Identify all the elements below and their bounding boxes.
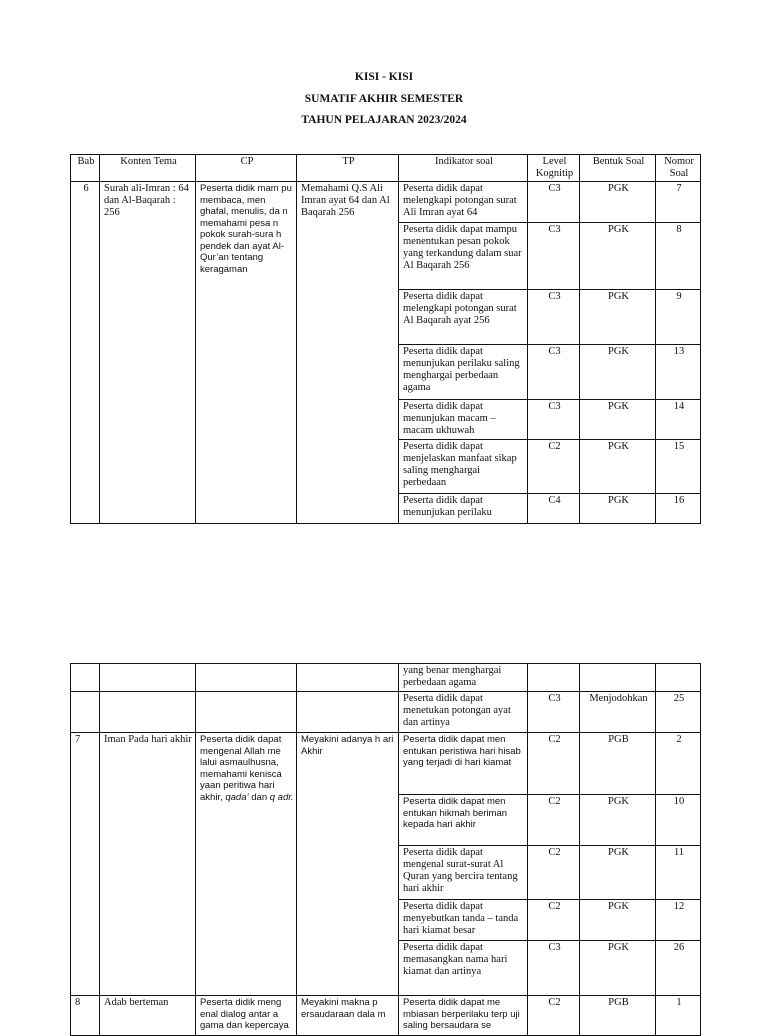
nomor-cell: 25 xyxy=(656,692,701,733)
table-row xyxy=(71,996,701,1036)
bentuk-cell: PGK xyxy=(580,182,656,223)
level-cell: C4 xyxy=(528,494,580,524)
kisi-table-page-1 xyxy=(70,154,701,524)
nomor-cell-empty xyxy=(656,664,701,692)
table-row xyxy=(71,692,701,733)
cp-cell-empty xyxy=(196,664,297,692)
konten-tema-cell: Surah ali-Imran : 64 dan Al-Baqarah : 256 xyxy=(100,182,196,524)
nomor-cell: 12 xyxy=(656,900,701,941)
title-line-2: SUMATIF AKHIR SEMESTER xyxy=(304,92,464,105)
header-nomor-soal: Nomor Soal xyxy=(656,155,701,182)
bentuk-cell: PGK xyxy=(580,345,656,400)
konten-cell-empty xyxy=(100,664,196,692)
nomor-cell: 16 xyxy=(656,494,701,524)
level-cell: C3 xyxy=(528,182,580,223)
bentuk-cell: PGK xyxy=(580,846,656,900)
indikator-cell: yang benar menghargai perbedaan agama xyxy=(399,664,528,692)
nomor-cell: 1 xyxy=(656,996,701,1036)
indikator-cell: Peserta didik dapat men entukan peristiwa hari hisab yang terjadi di hari kiamat xyxy=(399,733,528,795)
cp-cell: Peserta didik mam pu membaca, men ghafal, menulis, da n memahami pesa n pokok surah-sura h pendek dan ayat Al-Qur’an tentang keragaman xyxy=(196,182,297,524)
header-tp: TP xyxy=(297,155,399,182)
header-bab: Bab xyxy=(71,155,100,182)
bentuk-cell: PGK xyxy=(580,290,656,345)
tp-cell: Meyakini makna p ersaudaraan dala m xyxy=(297,996,399,1036)
indikator-cell: Peserta didik dapat men entukan hikmah beriman kepada hari akhir xyxy=(399,795,528,846)
indikator-cell: Peserta didik dapat menunjukan perilaku xyxy=(399,494,528,524)
bab-cell-empty xyxy=(71,692,100,733)
header-cp: CP xyxy=(196,155,297,182)
title-line-3: TAHUN PELAJARAN 2023/2024 xyxy=(301,114,467,126)
level-cell: C3 xyxy=(528,290,580,345)
bentuk-cell: Menjodohkan xyxy=(580,692,656,733)
nomor-cell: 9 xyxy=(656,290,701,345)
cp-qadr-italic: q adr. xyxy=(269,791,294,803)
nomor-cell: 15 xyxy=(656,440,701,494)
level-cell-empty xyxy=(528,664,580,692)
indikator-cell: Peserta didik dapat menunjukan perilaku saling menghargai perbedaan agama xyxy=(399,345,528,400)
level-cell: C2 xyxy=(528,996,580,1036)
cp-cell: Peserta didik meng enal dialog antar a gama dan kepercaya xyxy=(196,996,297,1036)
bab-number: 7 xyxy=(71,733,100,996)
indikator-cell: Peserta didik dapat memasangkan nama hari kiamat dan artinya xyxy=(399,941,528,996)
nomor-cell: 11 xyxy=(656,846,701,900)
tp-cell-empty xyxy=(297,692,399,733)
bentuk-cell-empty xyxy=(580,664,656,692)
tp-cell: Memahami Q.S Ali Imran ayat 64 dan Al Baqarah 256 xyxy=(297,182,399,524)
nomor-cell: 10 xyxy=(656,795,701,846)
bentuk-cell: PGK xyxy=(580,400,656,440)
document-title-block xyxy=(0,67,768,132)
nomor-cell: 14 xyxy=(656,400,701,440)
level-cell: C2 xyxy=(528,440,580,494)
indikator-cell: Peserta didik dapat melengkapi potongan surat Al Baqarah ayat 256 xyxy=(399,290,528,345)
cp-cell-empty xyxy=(196,692,297,733)
table-row xyxy=(71,664,701,692)
bentuk-cell: PGK xyxy=(580,941,656,996)
level-cell: C3 xyxy=(528,692,580,733)
level-cell: C2 xyxy=(528,795,580,846)
bentuk-cell: PGB xyxy=(580,733,656,795)
bentuk-cell: PGB xyxy=(580,996,656,1036)
header-indikator-soal: Indikator soal xyxy=(399,155,528,182)
header-level-kognitip: Level Kognitip xyxy=(528,155,580,182)
indikator-cell: Peserta didik dapat mampu menentukan pesan pokok yang terkandung dalam suar Al Baqarah 256 xyxy=(399,223,528,290)
bentuk-cell: PGK xyxy=(580,900,656,941)
cp-cell xyxy=(196,733,297,996)
indikator-cell: Peserta didik dapat mengenal surat-surat Al Quran yang bercira tentang hari akhir xyxy=(399,846,528,900)
indikator-cell: Peserta didik dapat me mbiasan berperilaku terp uji saling bersaudara se xyxy=(399,996,528,1036)
nomor-cell: 26 xyxy=(656,941,701,996)
indikator-cell: Peserta didik dapat menjelaskan manfaat sikap saling menghargai perbedaan xyxy=(399,440,528,494)
header-bentuk-soal: Bentuk Soal xyxy=(580,155,656,182)
nomor-cell: 13 xyxy=(656,345,701,400)
level-cell: C3 xyxy=(528,400,580,440)
indikator-cell: Peserta didik dapat menetukan potongan ayat dan artinya xyxy=(399,692,528,733)
table-header-row xyxy=(71,155,701,182)
level-cell: C3 xyxy=(528,223,580,290)
konten-tema-cell: Adab berteman xyxy=(100,996,196,1036)
indikator-cell: Peserta didik dapat menunjukan macam – macam ukhuwah xyxy=(399,400,528,440)
cp-text-mid: dan xyxy=(248,791,270,803)
konten-cell-empty xyxy=(100,692,196,733)
nomor-cell: 7 xyxy=(656,182,701,223)
table-row xyxy=(71,182,701,223)
bab-number: 6 xyxy=(71,182,100,524)
bab-cell-empty xyxy=(71,664,100,692)
nomor-cell: 2 xyxy=(656,733,701,795)
header-konten-tema: Konten Tema xyxy=(100,155,196,182)
indikator-cell: Peserta didik dapat menyebutkan tanda – tanda hari kiamat besar xyxy=(399,900,528,941)
bab-number: 8 xyxy=(71,996,100,1036)
bentuk-cell: PGK xyxy=(580,440,656,494)
title-line-1: KISI - KISI xyxy=(354,71,414,83)
level-cell: C2 xyxy=(528,900,580,941)
table-row xyxy=(71,733,701,795)
konten-tema-cell: Iman Pada hari akhir xyxy=(100,733,196,996)
bentuk-cell: PGK xyxy=(580,223,656,290)
bentuk-cell: PGK xyxy=(580,494,656,524)
cp-text: Peserta didik dapat mengenal Allah me lalui asmaulhusna, memahami kenisca yaan peritiwa hari akhir, xyxy=(200,734,282,803)
bentuk-cell: PGK xyxy=(580,795,656,846)
tp-cell-empty xyxy=(297,664,399,692)
level-cell: C2 xyxy=(528,846,580,900)
level-cell: C3 xyxy=(528,941,580,996)
nomor-cell: 8 xyxy=(656,223,701,290)
level-cell: C2 xyxy=(528,733,580,795)
cp-qada-italic: qada’ xyxy=(225,791,249,803)
tp-cell: Meyakini adanya h ari Akhir xyxy=(297,733,399,996)
kisi-table-page-2 xyxy=(70,663,701,1036)
indikator-cell: Peserta didik dapat melengkapi potongan surat Ali Imran ayat 64 xyxy=(399,182,528,223)
level-cell: C3 xyxy=(528,345,580,400)
